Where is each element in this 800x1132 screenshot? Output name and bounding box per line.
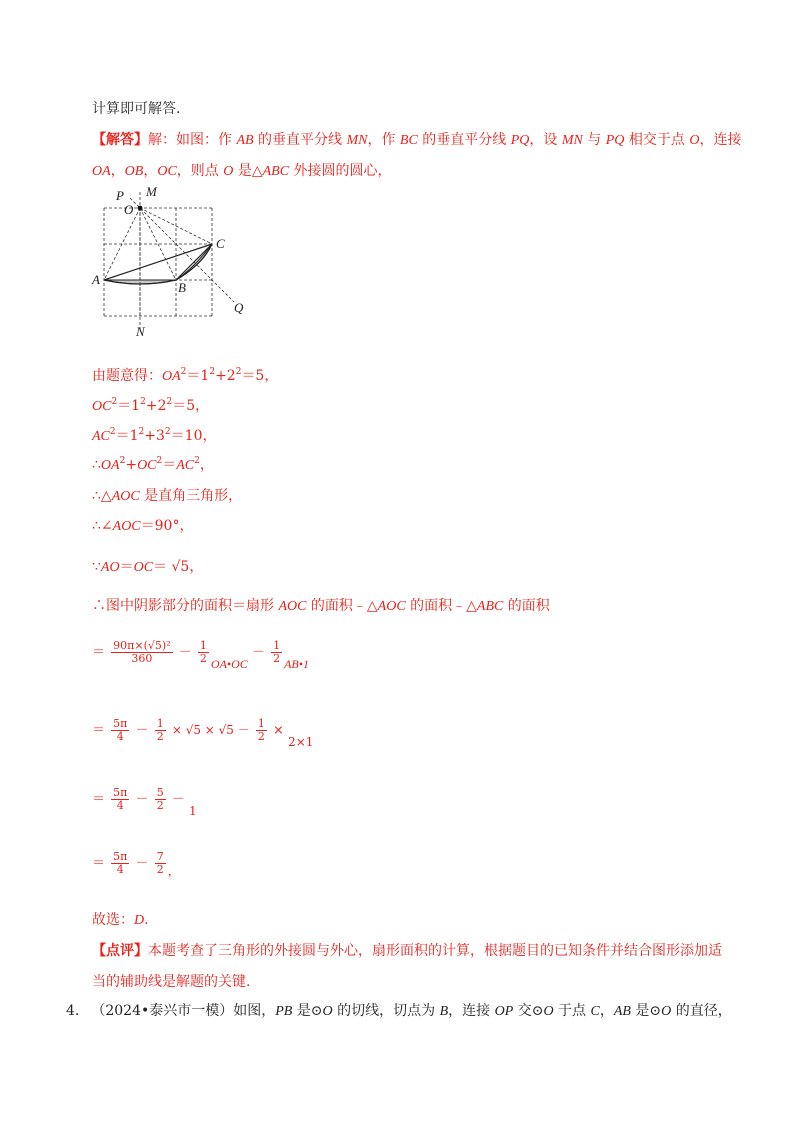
label-q: Q (234, 300, 244, 315)
equation-3: ＝ $\frac{5\pi}{4}$ － $\frac{5}{2}$ － 1 (92, 786, 197, 818)
label-m: M (146, 184, 157, 199)
answer-tag: 【解答】 (92, 132, 148, 148)
step-1: 由题意得：$OA^2=1^2+2^2=5$， (92, 367, 279, 384)
step-5: ∴△AOC 是直角三角形， (92, 488, 243, 504)
label-b: B (178, 280, 186, 295)
fraction: $\frac{5\pi}{4}$ (113, 850, 128, 876)
step-6: ∴∠AOC＝90°， (92, 518, 194, 534)
choice-line: 故选：D. (92, 912, 149, 928)
equation-1: ＝ $\frac{\text{90π×(√5)²}}{360}$ － $\frac{1}{2}$ OA•OC － $\frac{1}{2}$ AB•1 (92, 639, 309, 671)
equation-4: ＝ $\frac{5\pi}{4}$ － $\frac{7}{2}$ ， (92, 850, 180, 878)
label-o: O (124, 202, 134, 217)
fraction: $\frac{7}{2}$ (156, 850, 164, 876)
step-3: $AC^2=1^2+3^2=10$， (92, 427, 217, 444)
top-line: 计算即可解答. (92, 101, 181, 117)
fraction: $\frac{1}{2}$ (156, 717, 164, 743)
fraction: $\frac{1}{2}$ (257, 717, 265, 743)
comment-line-1: 【点评】本题考查了三角形的外接圆与外心，扇形面积的计算，根据题目的已知条件并结合图形添加适 (92, 943, 722, 959)
fraction: $\frac{5\pi}{4}$ (113, 786, 128, 812)
answer-line-2: OA，OB，OC，则点 O 是△ABC 外接圆的圆心， (92, 163, 392, 179)
segment-ac (104, 244, 212, 280)
label-p: P (116, 188, 124, 203)
label-n: N (136, 324, 145, 339)
label-c: C (216, 236, 225, 251)
fraction: $\frac{1}{2}$ (199, 639, 207, 665)
problem-4: 4. （2024•泰兴市一模）如图，PB 是⊙O 的切线，切点为 B，连接 OP 交⊙O 于点 C，AB 是⊙O 的直径， (66, 1003, 732, 1019)
step-8: ∴图中阴影部分的面积＝扇形 AOC 的面积﹣△AOC 的面积﹣△ABC 的面积 (92, 598, 550, 614)
fraction: $\frac{1}{2}$ (273, 639, 281, 665)
answer-line-1: 【解答】解：如图：作 AB 的垂直平分线 MN，作 BC 的垂直平分线 PQ，设 MN 与 PQ 相交于点 O，连接 (92, 132, 742, 148)
comment-line-2: 当的辅助线是解题的关键. (92, 974, 251, 990)
fraction: $\frac{5\pi}{4}$ (113, 717, 128, 743)
geometry-figure (86, 184, 266, 344)
equation-2: ＝ $\frac{5\pi}{4}$ － $\frac{1}{2}$ × √5 × √5 － $\frac{1}{2}$ × 2×1 (92, 717, 314, 749)
label-a: A (92, 272, 100, 287)
comment-tag: 【点评】 (92, 943, 148, 959)
step-4: $\therefore OA^2+OC^2=AC^2$， (92, 456, 214, 473)
step-2: $OC^2=1^2+2^2=5$， (92, 397, 210, 414)
fraction: $\frac{5}{2}$ (156, 786, 164, 812)
point-o (138, 206, 143, 211)
fraction: $\frac{\text{90π×(√5)²}}{360}$ (113, 639, 171, 665)
step-7: ∵AO＝OC＝ √5， (92, 559, 204, 575)
